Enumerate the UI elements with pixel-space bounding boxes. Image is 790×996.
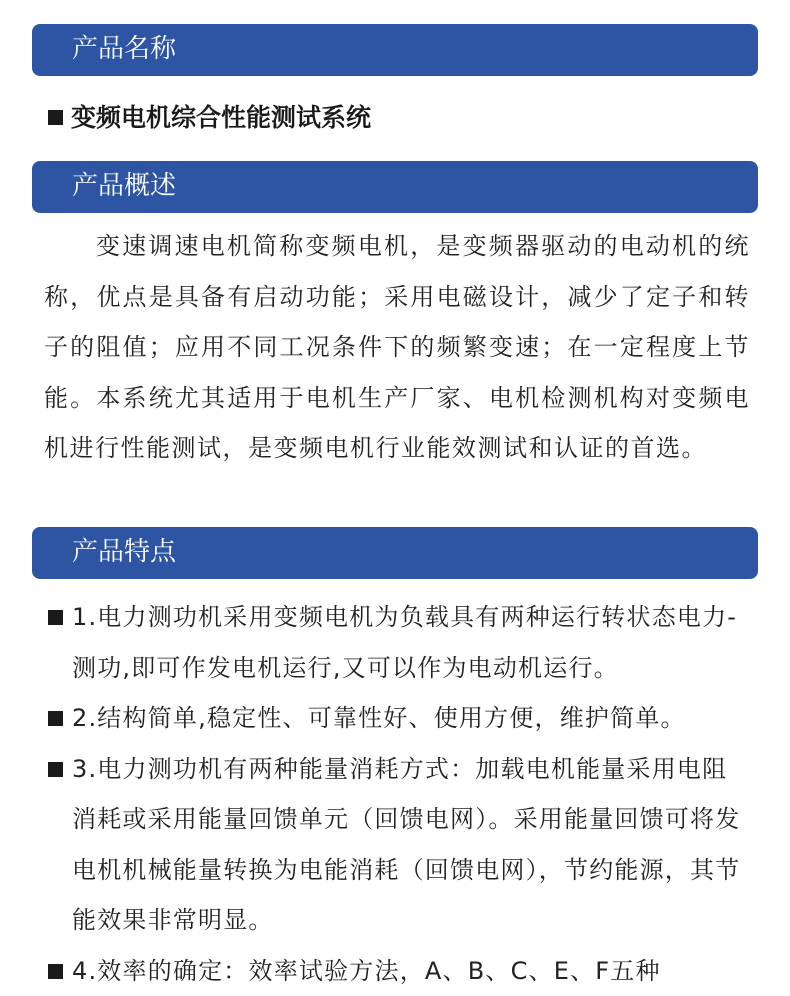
feature-item [48, 744, 750, 946]
feature-list [48, 592, 750, 996]
section-header-product-features [32, 527, 758, 579]
section-header-label: 产品特点 [72, 537, 176, 567]
feature-item [48, 693, 750, 744]
feature-item [48, 592, 750, 693]
bullet-square-icon [48, 110, 63, 125]
feature-item-text: 1.电力测功机采用变频电机为负载具有两种运行转状态电力-测功,即可作发电机运行,又可以作为电动机运行。 [72, 603, 737, 682]
bullet-square-icon [48, 711, 63, 726]
section-header-label: 产品名称 [72, 34, 176, 64]
feature-item-text: 3.电力测功机有两种能量消耗方式：加载电机能量采用电阻消耗或采用能量回馈单元（回馈电网）。采用能量回馈可将发电机机械能量转换为电能消耗（回馈电网），节约能源，其节能效果非常明显。 [72, 755, 740, 935]
bullet-square-icon [48, 964, 63, 979]
section-header-product-name [32, 24, 758, 76]
feature-item [48, 946, 750, 996]
feature-item-text: 2.结构简单,稳定性、可靠性好、使用方便，维护简单。 [72, 704, 686, 732]
section-header-product-overview [32, 161, 758, 213]
feature-item-text: 4.效率的确定：效率试验方法，A、B、C、E、F五种 [72, 957, 661, 985]
product-title [48, 96, 371, 140]
bullet-square-icon [48, 610, 63, 625]
section-header-label: 产品概述 [72, 171, 176, 201]
bullet-square-icon [48, 762, 63, 777]
product-title-text: 变频电机综合性能测试系统 [71, 103, 371, 132]
overview-paragraph: 变速调速电机简称变频电机，是变频器驱动的电动机的统称，优点是具备有启动功能；采用电磁设计，减少了定子和转子的阻值；应用不同工况条件下的频繁变速；在一定程度上节能。本系统尤其适用于电机生产厂家、电机检测机构对变频电机进行性能测试，是变频电机行业能效测试和认证的首选。 [44, 221, 750, 474]
